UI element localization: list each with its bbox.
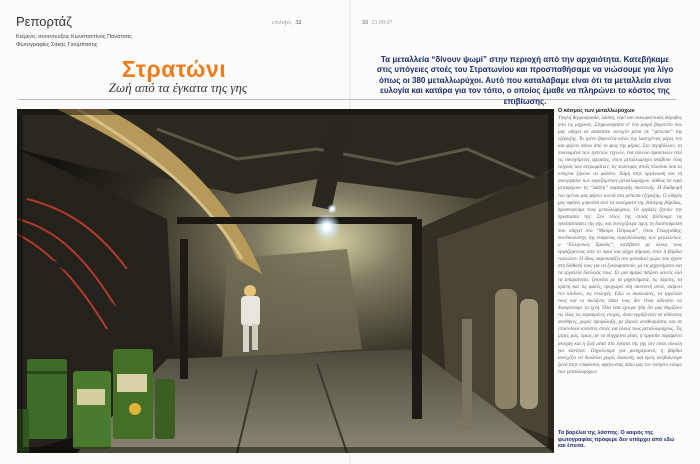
mine-tunnel-illustration — [17, 109, 554, 453]
article-intro: Τα μεταλλεία “δίνουν ψωμί” στην περιοχή από την αρχαιότητα. Κατεβήκαμε στις υπόγειες στοές του Στρατωνίου και προσπαθήσαμε να νιώσουμε για λίγο όπως οι 380 μεταλλωρύχοι. Αυτό που καταλάβαμε είναι ότι τα μεταλλεία είναι ευλογία και κατάρα για τον τόπο, ο οποίος έμαθε να πληρώνει το κόστος της επιβίωσης. — [376, 55, 674, 106]
article-column — [558, 108, 682, 431]
gas-cylinder — [495, 289, 517, 409]
photo-caption: Τα βαρέλια της λάσπης. Ο καιρός της φωτογραφίας πρόφερε δεν υπάρχει από εδώ και έπειτα. — [558, 430, 675, 450]
column-heading: Ο κόσμος των μεταλλωρύχων — [558, 108, 635, 114]
page-number-right: 33 — [362, 20, 368, 26]
article-subtitle: Ζωή από τα έγκατα της γης — [108, 80, 248, 95]
column-body: Υψηλή θερμοκρασία, λάσπη, νερό και εκκωφαντικός θόρυβος από τις μηχανές. Στημωνόμαστε σ' ένα μικρό βαγονέτο που μας οδηγεί σε ασύστατο ανοιχτό μέσα σε “μέτωπα” της εξόρυξης. Το τρένο βαγονέτα κάνει της λαστιχένιες μέρες του και φέρνει πάνω από το φως της μέρας. Στο περιβάλλον, τα πυκνωμένα των ερπετών τεχνών, ένα σύνολο πρακτικών από τις συνεχόμενες εργασίες, όπου μεταλλωρύχοι σκάβουν τους τοίχους των πετρωμάτων, τις πολύτιμες στοές πλούτου που τα υπόγεια ξέρουν να φυλάνε. Χάρη στην οργάνωση και τη συνεργασία των εργαζομένων μεταλλωρύχων, καθώς τα νερά μεταφέρουν τη “λάσπη” παραγωγής σκοτεινής. Η διαδρομή του τρένου μας φέρνει κοντά στα μέτωπα εξόρυξης. Ο οδηγός μας αφήνει μπροστά από τα ανοίγματα της δεύτερης βάρδιας, προσπερνάμε τους μεταλλωρύχους. Οι εργάτες ζητούν την προστασία της. Στο τέλος της στοάς βλέπουμε τις εγκαταστάσεις της γης, και συνεχίζουμε προς τη διασταύρωση που οδηγεί στο “Μαύρο Πέτρωμα”, όπου Γεωργιάδης, συνδικαλιστής της εταιρείας εκμετάλλευσης των μεταλλείων, ο “Ελληνικός Χρυσός”, κατέβαινε με όλους τους εργαζόμενους από το πρωί και μέχρι σήμερα, όταν η βάρδια τελειώνει. Ο ίδιος παρουσιάζει στο μοναδικό χώρο που έχουν στη διάθεσή τους για να ξεκουραστούν, με τα μηχανήματα και τα εργαλεία δουλειάς τους. Σε μια ημέρα παίρνει κανείς όλα τα απαραίτητα, ξεκινάει με τα μηχανήματα, τις λάμπες, τα κράνη και τις φακές, προχωρεί στη σκοτεινή στοά, παίρνει τον κίνδυνο, τις επιλογές. Εδώ οι σκαλωσιές, τα εργαλεία τους και οι σωλήνες πίσω τους δεν είναι αδύνατο να διακρίνουμε τα ίχνη. Όλα όσα έχουμε ήδη δει μας θυμίζουν τις ίδιες τις περασμένες εποχές, όπου εργάζονταν σε αδύνατες συνθήκες, χωρίς προφύλαξη, με βαριές αναθυμιάσεις και σε επικίνδυνα κλειστές στοές για όλους τους μεταλλωρύχους. Τις μέρες μας, όμως, με τα σύγχρονα μέσα, η εργασία παραμένει σκληρή και η ζωή μέσα στα έγκατα της γης δεν είναι εύκολη για κανέναν. Πηγαίνουμε για μεσημεριανό, η βάρδια συνεχίζει να δουλεύει χωρίς διακοπή, και εμείς ανεβαίνουμε ξανά στην επιφάνεια, αφήνοντας πίσω μας τον υπόγειο κόσμο των μεταλλωρύχων. — [558, 115, 682, 375]
credits-text: Κείμενο, συνεντεύξεις Κωνσταντίνος Πανάτσας — [16, 34, 132, 40]
section-label: Ρεπορτάζ — [16, 14, 72, 29]
gas-cylinder — [520, 299, 538, 409]
folio-left-label: επιλογές — [272, 20, 292, 26]
folio-left — [272, 20, 301, 26]
folio-right — [362, 20, 393, 26]
credits — [16, 33, 216, 49]
issue-date: 21.09.07 — [371, 20, 393, 26]
credits-photos: Φωτογραφίες Σάκης Γιούμπασης — [16, 42, 98, 48]
mine-tunnel-photo — [17, 109, 554, 453]
cross-beam — [177, 217, 417, 224]
page-number-left: 32 — [295, 20, 302, 26]
support-beam — [412, 219, 422, 419]
article-title: Στρατώνι — [121, 56, 227, 82]
support-beam — [180, 239, 188, 379]
